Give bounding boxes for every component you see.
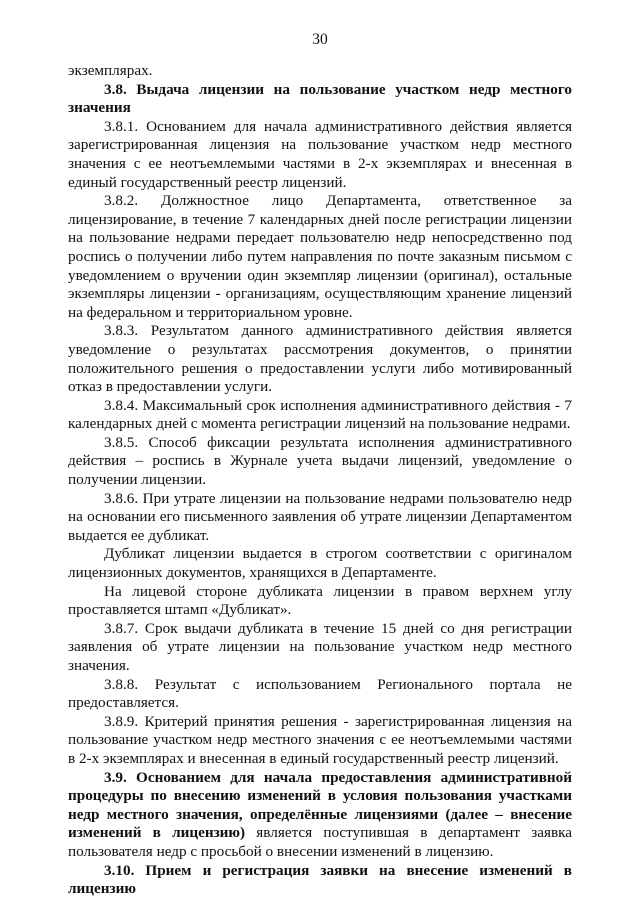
paragraph-3-8-5: 3.8.5. Способ фиксации результата исполнения административного действия – роспись в Журнале учета выдачи лицензий, уведомление о получении лицензии.	[68, 433, 572, 489]
paragraph-stamp: На лицевой стороне дубликата лицензии в правом верхнем углу проставляется штамп «Дубликат».	[68, 582, 572, 619]
paragraph-3-8-9: 3.8.9. Критерий принятия решения - зарегистрированная лицензия на пользование участком недр местного значения с ее неотъемлемыми частями в 2-х экземплярах и внесенная в единый государственный реестр лицензий.	[68, 712, 572, 767]
paragraph-3-8-3: 3.8.3. Результатом данного административного действия является уведомление о результатах рассмотрения документов, о принятии положительного решения о предоставлении услуги либо мотивированный отказ в предоставлении услуги.	[68, 322, 572, 396]
paragraph-duplicate: Дубликат лицензии выдается в строгом соответствии с оригиналом лицензионных документов, хранящихся в Департаменте.	[68, 545, 572, 582]
section-heading-3-8: 3.8. Выдача лицензии на пользование участком недр местного значения	[68, 80, 572, 117]
page-number: 30	[312, 31, 328, 48]
document-body	[68, 62, 572, 899]
paragraph-3-9-bold: 3.9. Основанием для начала предоставления административной процедуры по внесению изменений в условия пользования участками недр местного значения, определённые лицензиями (далее – внесение изменений в лицензию)	[68, 768, 572, 842]
paragraph-3-8-2: 3.8.2. Должностное лицо Департамента, ответственное за лицензирование, в течение 7 календарных дней после регистрации лицензии на пользование недрами передает пользователю недр непосредственно под роспись о получении либо путем направления по почте заказным письмом с уведомлением о вручении один экземпляр лицензии (оригинал), остальные экземпляры лицензии - организациям, осуществляющим хранение лицензий на федеральном и территориальном уровне.	[68, 192, 572, 321]
paragraph-3-8-1: 3.8.1. Основанием для начала административного действия является зарегистрированная лицензия на пользование участком недр местного значения с ее неотъемлемыми частями в 2-х экземплярах и внесенная в единый государственный реестр лицензий.	[68, 117, 572, 191]
section-heading-3-10: 3.10. Прием и регистрация заявки на внесение изменений в лицензию	[68, 861, 572, 898]
paragraph-3-8-8: 3.8.8. Результат с использованием Регионального портала не предоставляется.	[68, 675, 572, 712]
paragraph-3-8-7: 3.8.7. Срок выдачи дубликата в течение 15 дней со дня регистрации заявления об утрате лицензии на пользование участком недр местного значения.	[68, 619, 572, 674]
paragraph-3-8-6: 3.8.6. При утрате лицензии на пользование недрами пользователю недр на основании его письменного заявления об утрате лицензии Департаментом выдается ее дубликат.	[68, 489, 572, 544]
paragraph-3-8-4: 3.8.4. Максимальный срок исполнения административного действия - 7 календарных дней с момента регистрации лицензий на пользование недрами.	[68, 396, 572, 433]
paragraph-3-9	[68, 769, 572, 862]
paragraph-continuation: экземплярах.	[68, 62, 153, 79]
paragraph-3-9-normal: является поступившая в департамент заявка пользователя недр с просьбой о внесении изменений в лицензию.	[68, 824, 573, 860]
